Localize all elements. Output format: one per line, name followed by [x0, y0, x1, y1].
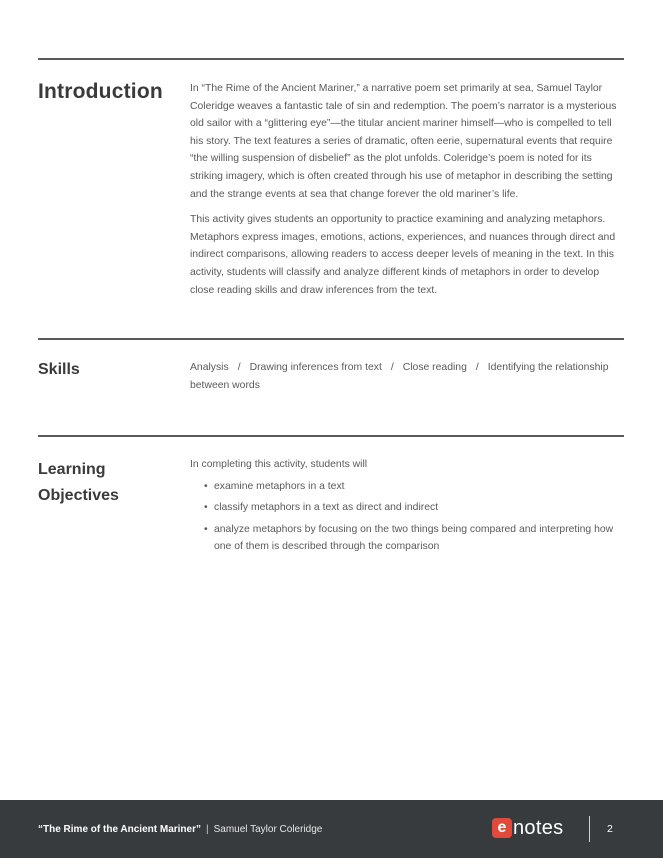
- skill-separator: /: [237, 362, 241, 373]
- objective-text: classify metaphors in a text as direct and indirect: [214, 502, 439, 514]
- skill-item: Close reading: [402, 362, 467, 373]
- list-item: [204, 478, 626, 496]
- objectives-list: [190, 478, 626, 556]
- top-divider: [38, 58, 624, 60]
- objectives-body: [190, 456, 626, 560]
- page-number: 2: [607, 823, 613, 835]
- objectives-heading: Learning Objectives: [38, 461, 119, 504]
- footer-work-title: “The Rime of the Ancient Mariner”: [38, 824, 201, 835]
- footer-divider: |: [205, 824, 209, 835]
- bullet-icon: •: [204, 502, 208, 514]
- enotes-logo: [492, 816, 563, 840]
- bullet-icon: •: [204, 480, 208, 492]
- skill-item: Identifying the relationship between words: [190, 362, 609, 391]
- bullet-icon: •: [204, 523, 208, 535]
- introduction-body: [190, 80, 626, 307]
- objective-text: analyze metaphors by focusing on the two things being compared and interpreting how one of them is described through the comparison: [214, 523, 614, 553]
- list-item: [204, 499, 626, 517]
- objectives-intro: In completing this activity, students will: [190, 459, 368, 470]
- page-footer: [0, 800, 663, 858]
- enotes-logo-icon: e: [492, 818, 512, 838]
- introduction-paragraph-2: This activity gives students an opportunity to practice examining and analyzing metaphors. Metaphors express images, emotions, actions, experiences, and nuances through direct and indirect comparisons, allowing readers to access deeper levels of meaning in the text. In this activity, students will classify and analyze different kinds of metaphors in order to develop close reading skills and draw inferences from the text.: [190, 214, 616, 296]
- introduction-paragraph-1: In “The Rime of the Ancient Mariner,” a narrative poem set primarily at sea, Samuel Taylor Coleridge weaves a fantastic tale of sin and redemption. The poem’s narrator is a mysterious old sailor with a “glittering eye”—the titular ancient mariner himself—who is compelled to tell his story. The text features a series of dramatic, often eerie, supernatural events that require “the willing suspension of disbelief” as the plot unfolds. Coleridge’s poem is noted for its striking imagery, which is often created through his use of metaphor in describing the setting and the strange events at sea that change forever the old mariner’s life.: [190, 83, 617, 200]
- enotes-logo-text: notes: [513, 816, 564, 839]
- skills-list: [190, 359, 626, 394]
- footer-work-info: [38, 824, 322, 835]
- skills-divider: [38, 338, 624, 340]
- objectives-divider: [38, 435, 624, 437]
- list-item: [204, 521, 626, 556]
- objective-text: examine metaphors in a text: [214, 480, 345, 492]
- skill-separator: /: [390, 362, 394, 373]
- skill-item: Drawing inferences from text: [249, 362, 382, 373]
- introduction-heading: Introduction: [38, 80, 163, 103]
- skill-item: Analysis: [190, 362, 229, 373]
- skills-heading: Skills: [38, 361, 80, 378]
- skill-separator: /: [475, 362, 479, 373]
- footer-separator-line: [589, 816, 590, 842]
- footer-author: Samuel Taylor Coleridge: [213, 824, 323, 835]
